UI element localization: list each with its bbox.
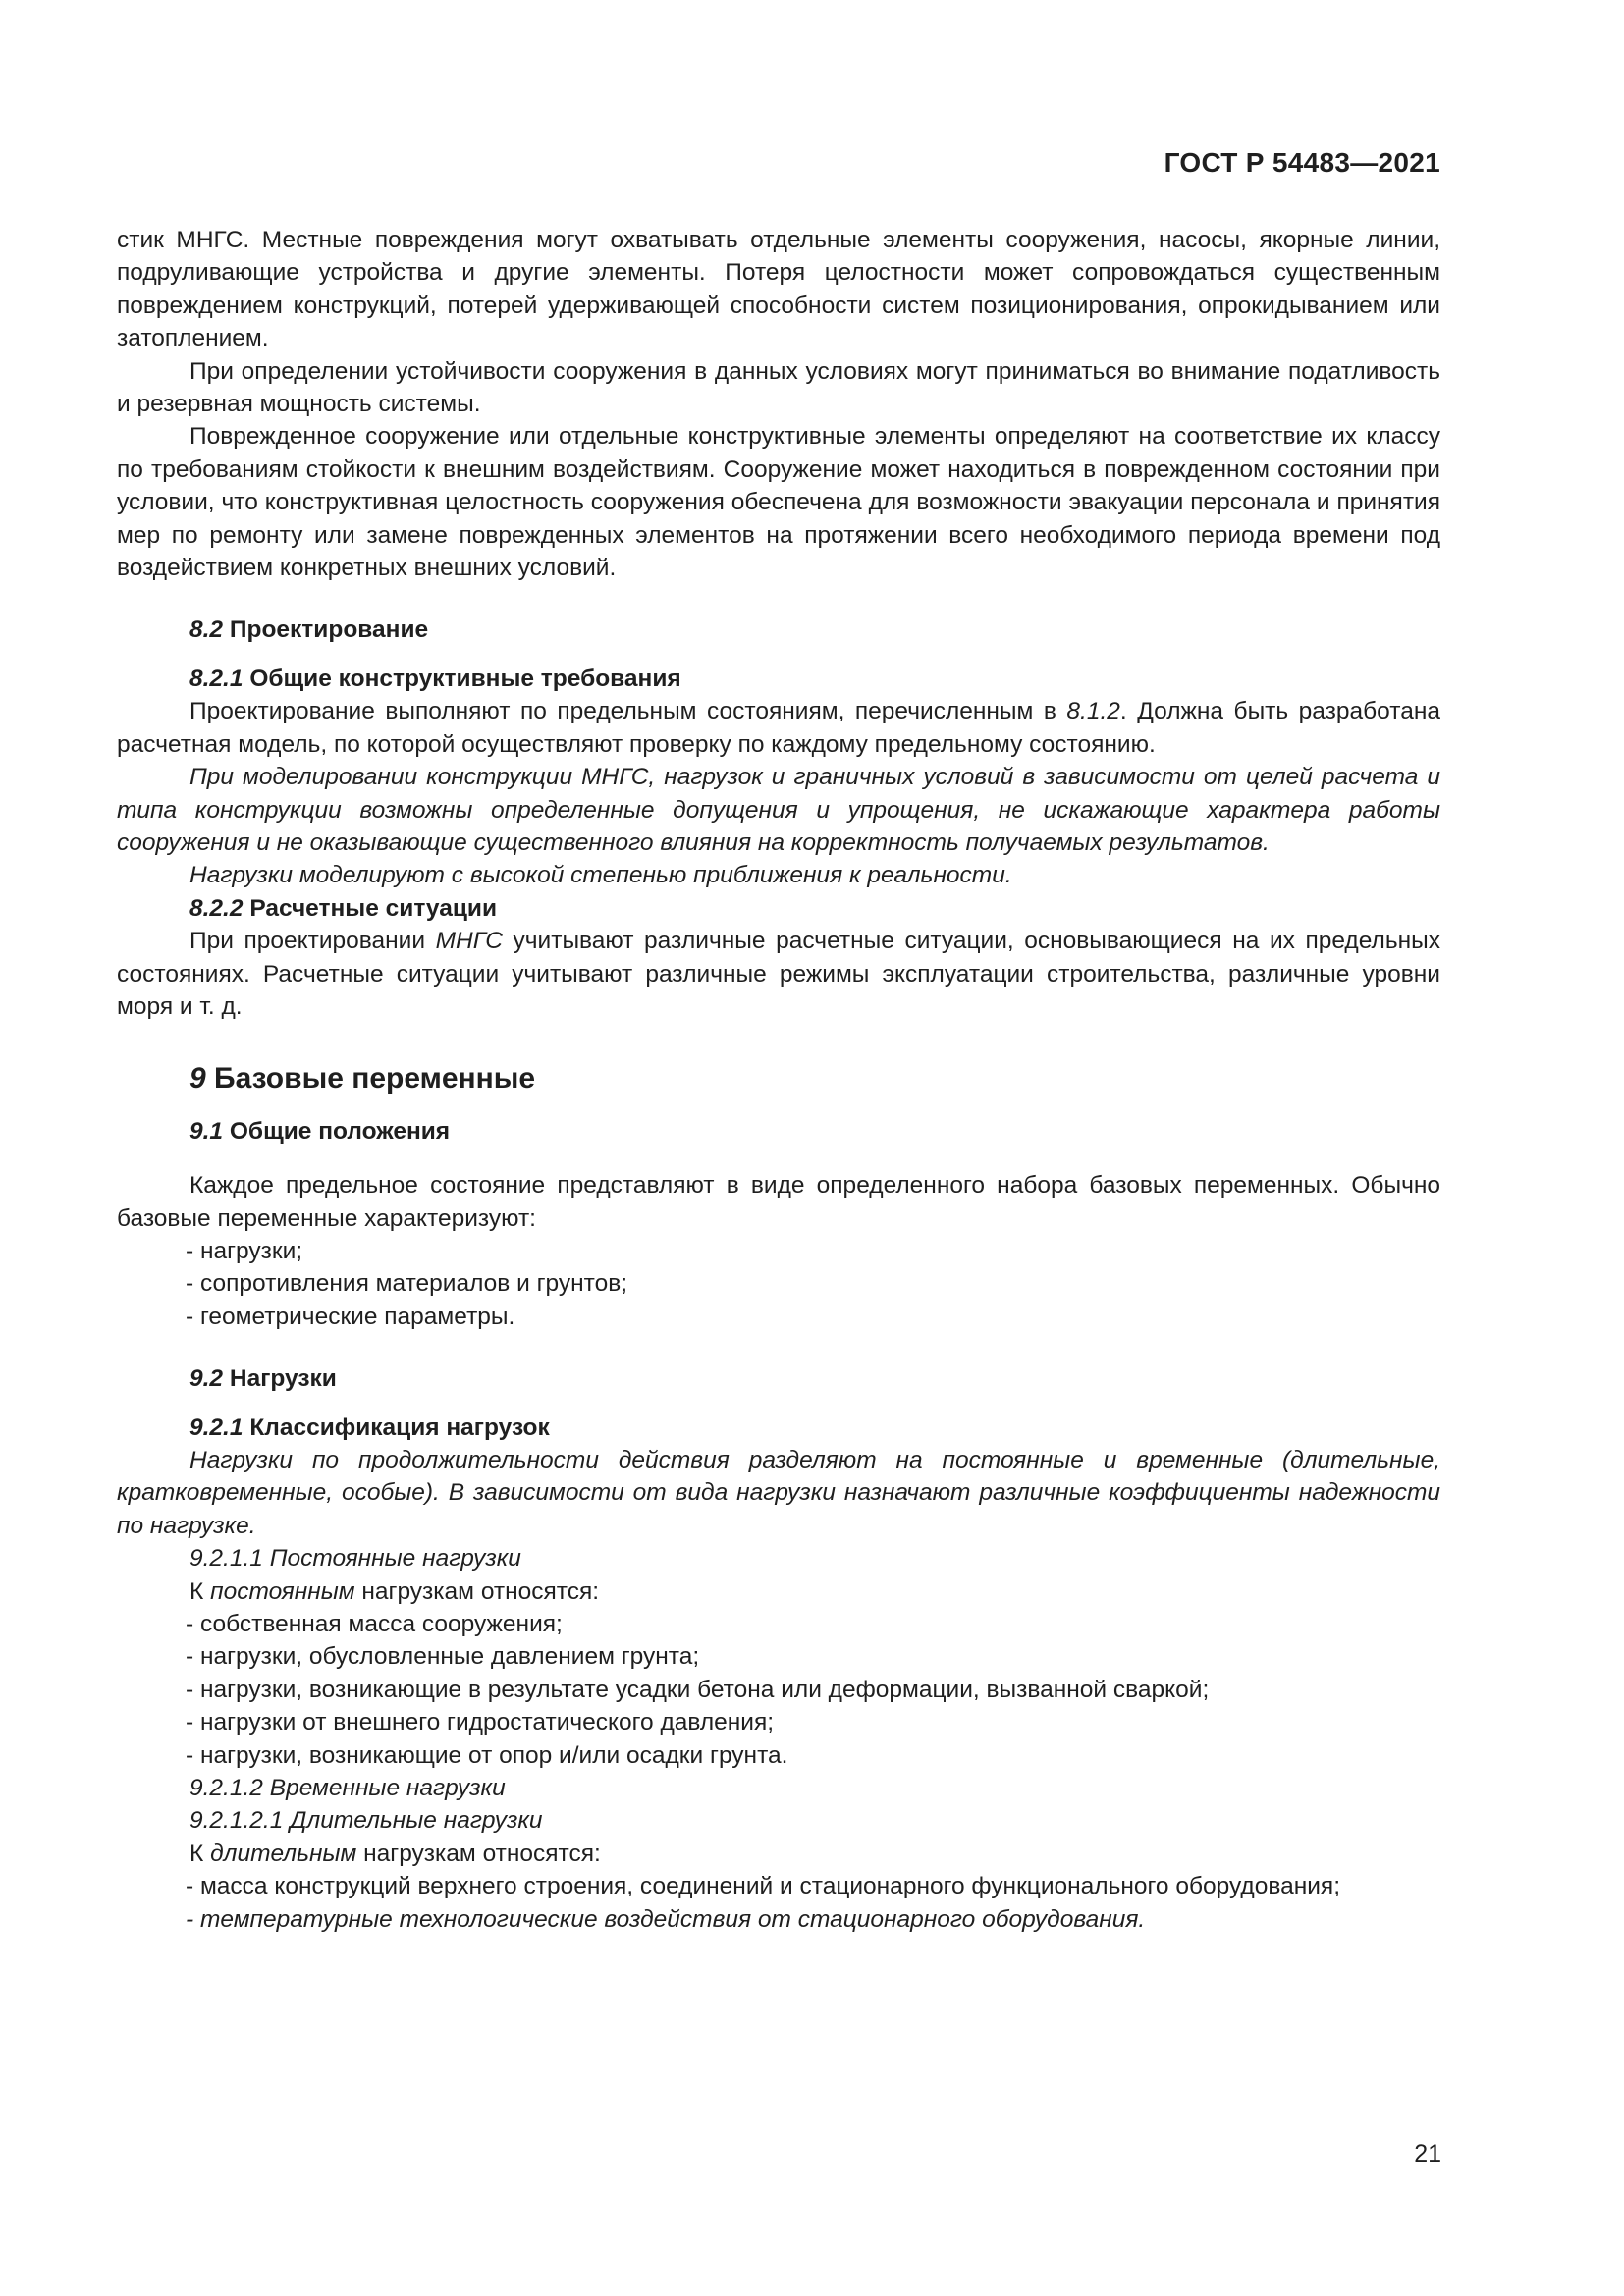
paragraph: При определении устойчивости сооружения в данных условиях могут приниматься во внимание податливость и резервная мощность системы.: [117, 357, 1440, 418]
text-run: Проектирование выполняют по предельным состояниям, перечисленным в: [189, 698, 1067, 725]
section-number: 8.2.1: [189, 665, 244, 692]
paragraph: Каждое предельное состояние представляют в виде определенного набора базовых переменных. Обычно базовые переменные характеризуют:: [117, 1172, 1440, 1232]
subsection-heading: 9.2.1.2.1 Длительные нагрузки: [189, 1807, 543, 1835]
paragraph: [117, 1575, 1440, 1608]
text-run: нагрузкам относятся:: [354, 1577, 600, 1605]
text-run: . Должна быть разработана расчетная модель, по которой осуществляют проверку по каждому предельному состоянию.: [117, 698, 1440, 758]
section-title: Проектирование: [229, 616, 429, 644]
page-number: 21: [1414, 2140, 1441, 2167]
cross-reference: 8.1.2: [1066, 698, 1120, 725]
section-number: 8.2: [189, 616, 224, 644]
subsection-heading: 9.2.1.2 Временные нагрузки: [189, 1775, 506, 1802]
paragraph-italic: При моделировании конструкции МНГС, нагрузок и граничных условий в зависимости от целей расчета и типа конструкции возможны определенные допущения и упрощения, не искажающие характера работы сооружения и не оказывающие существенного влияния на корректность получаемых результатов.: [117, 764, 1440, 856]
section-heading-8-2: [117, 614, 1440, 646]
list-item: - масса конструкций верхнего строения, соединений и стационарного функционального оборудования;: [186, 1873, 1340, 1900]
paragraph: [117, 1838, 1440, 1870]
paragraph: [117, 925, 1440, 1023]
subsection-heading: 9.2.1.1 Постоянные нагрузки: [189, 1545, 521, 1573]
list-item: - сопротивления материалов и грунтов;: [186, 1270, 628, 1298]
paragraph-italic: Нагрузки по продолжительности действия разделяют на постоянные и временные (длительные, кратковременные, особые). В зависимости от вида нагрузки назначают различные коэффициенты надежности по нагрузке.: [117, 1447, 1440, 1539]
text-run: При проектировании: [189, 928, 436, 955]
section-number: 9.2.1: [189, 1414, 244, 1441]
text-run: нагрузкам относятся:: [356, 1840, 601, 1867]
text-run: К: [189, 1577, 211, 1605]
section-title: Базовые переменные: [214, 1062, 536, 1095]
section-number: 8.2.2: [189, 894, 244, 922]
section-number: 9: [189, 1062, 206, 1095]
section-heading-9-2: [117, 1362, 1440, 1395]
list-item: - нагрузки;: [186, 1237, 303, 1264]
section-heading-8-2-2: [117, 892, 1440, 925]
section-title: Общие конструктивные требования: [249, 665, 681, 692]
list-item: - нагрузки, возникающие от опор и/или осадки грунта.: [186, 1741, 788, 1769]
paragraph: Поврежденное сооружение или отдельные конструктивные элементы определяют на соответствие их классу по требованиям стойкости к внешним воздействиям. Сооружение может находиться в поврежденном состоянии при условии, что конструктивная целостность сооружения обеспечена для возможности эвакуации персонала и принятия мер по ремонту или замене поврежденных элементов на протяжении всего необходимого периода времени под воздействием конкретных внешних условий.: [117, 423, 1440, 582]
list-item: - собственная масса сооружения;: [186, 1611, 563, 1638]
text-run: К: [189, 1840, 211, 1867]
paragraph: [117, 695, 1440, 761]
section-title: Классификация нагрузок: [249, 1414, 550, 1441]
section-heading-9: [117, 1062, 1440, 1095]
section-number: 9.2: [189, 1365, 224, 1393]
text-run: учитывают различные расчетные ситуации, основывающиеся на их предельных состояниях. Расчетные ситуации учитывают различные режимы эксплуатации строительства, различные уровни моря и т. д.: [117, 928, 1440, 1020]
list-item: - нагрузки, возникающие в результате усадки бетона или деформации, вызванной сваркой;: [186, 1676, 1210, 1703]
standard-designation: ГОСТ Р 54483—2021: [1164, 147, 1440, 178]
section-heading-8-2-1: [117, 663, 1440, 695]
section-title: Расчетные ситуации: [249, 894, 498, 922]
section-number: 9.1: [189, 1117, 224, 1145]
list-item: - нагрузки от внешнего гидростатического давления;: [186, 1709, 775, 1736]
section-heading-9-1: [117, 1115, 1440, 1148]
section-heading-9-2-1: [117, 1412, 1440, 1444]
section-title: Общие положения: [229, 1117, 451, 1145]
list-item: - нагрузки, обусловленные давлением грунта;: [186, 1643, 700, 1671]
emphasis: длительным: [210, 1840, 357, 1867]
paragraph: стик МНГС. Местные повреждения могут охватывать отдельные элементы сооружения, насосы, якорные линии, подруливающие устройства и другие элементы. Потеря целостности может сопровождаться существенным повреждением конструкций, потерей удерживающей способности систем позиционирования, опрокидыванием или затоплением.: [117, 227, 1440, 352]
section-title: Нагрузки: [229, 1365, 337, 1393]
paragraph-italic: Нагрузки моделируют с высокой степенью приближения к реальности.: [189, 862, 1012, 889]
emphasis: МНГС: [435, 928, 503, 955]
list-item: - геометрические параметры.: [186, 1303, 515, 1330]
list-item: - температурные технологические воздействия от стационарного оборудования.: [186, 1905, 1146, 1933]
emphasis: постоянным: [210, 1577, 355, 1605]
page-body: [117, 224, 1440, 1936]
